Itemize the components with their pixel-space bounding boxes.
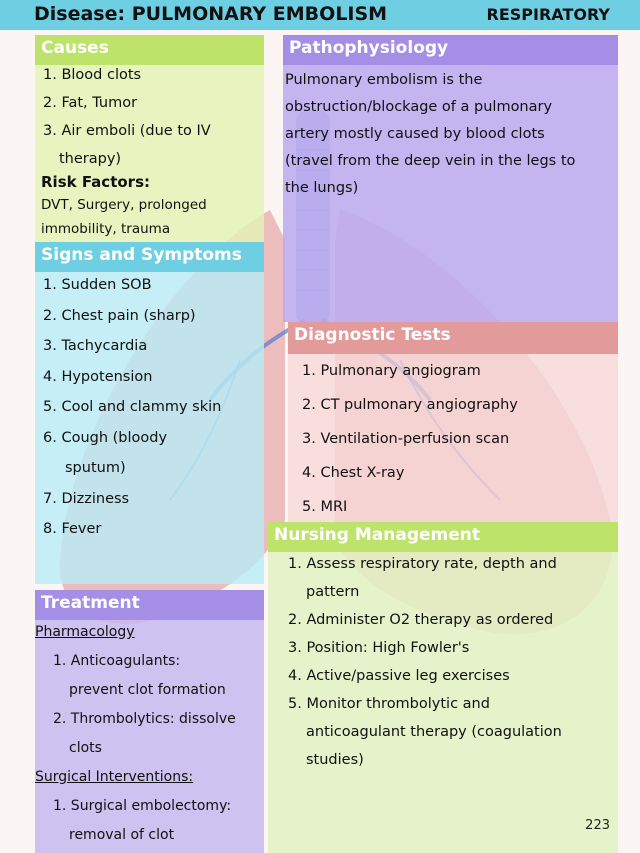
- nursing-item: 4. Active/passive leg exercises: [288, 668, 510, 684]
- category-label: RESPIRATORY: [486, 5, 610, 24]
- risk-factors-text: [41, 193, 207, 241]
- diag-item: 1. Pulmonary angiogram: [302, 363, 481, 379]
- diag-item: 3. Ventilation-perfusion scan: [302, 431, 510, 447]
- diag-list: [302, 354, 518, 524]
- nursing-item-cont: pattern: [306, 584, 360, 600]
- signs-item: 7. Dizziness: [43, 490, 130, 507]
- treatment-item: 1. Anticoagulants:: [53, 653, 181, 669]
- treatment-item-cont: clots: [69, 740, 102, 756]
- diag-item: 5. MRI: [302, 499, 348, 515]
- signs-item: 6. Cough (bloody: [43, 429, 168, 446]
- causes-list: [43, 61, 211, 173]
- signs-item: 5. Cool and clammy skin: [43, 399, 222, 415]
- causes-item: 3. Air emboli (due to IV: [43, 123, 211, 139]
- page-number: 223: [585, 818, 610, 833]
- patho-line: (travel from the deep vein in the legs to: [285, 153, 576, 169]
- causes-item: 2. Fat, Tumor: [43, 95, 138, 111]
- treatment-item-cont: removal of clot: [69, 827, 175, 843]
- nursing-item-cont: studies): [306, 752, 364, 768]
- causes-item: 1. Blood clots: [43, 67, 142, 83]
- nursing-item: 1. Assess respiratory rate, depth and: [288, 556, 557, 572]
- signs-list: [43, 270, 221, 545]
- diagnostic-tests-panel: [288, 322, 618, 522]
- patho-line: artery mostly caused by blood clots: [285, 126, 545, 142]
- nursing-list: [288, 550, 562, 774]
- treatment-content: [35, 618, 236, 850]
- treatment-panel: [35, 590, 264, 853]
- diag-item: 4. Chest X-ray: [302, 465, 405, 481]
- causes-panel: [35, 35, 264, 243]
- nursing-item: 3. Position: High Fowler's: [288, 640, 470, 656]
- pathophysiology-title: Pathophysiology: [283, 35, 618, 65]
- signs-symptoms-title: Signs and Symptoms: [35, 242, 264, 272]
- patho-line: Pulmonary embolism is the: [285, 72, 483, 88]
- signs-item: 1. Sudden SOB: [43, 277, 152, 293]
- disease-title: Disease: PULMONARY EMBOLISM: [34, 3, 388, 25]
- signs-symptoms-panel: [35, 242, 264, 584]
- surgical-heading: Surgical Interventions:: [35, 769, 194, 785]
- causes-title: Causes: [35, 35, 264, 65]
- nursing-item: 5. Monitor thrombolytic and: [288, 696, 490, 712]
- pharmacology-heading: Pharmacology: [35, 624, 135, 640]
- pathophysiology-panel: [283, 35, 618, 322]
- signs-item: 2. Chest pain (sharp): [43, 307, 196, 324]
- treatment-title: Treatment: [35, 590, 264, 620]
- diagnostic-tests-title: Diagnostic Tests: [288, 322, 618, 354]
- treatment-item-cont: prevent clot formation: [69, 682, 226, 698]
- nursing-management-title: Nursing Management: [268, 522, 618, 552]
- header-bar: [0, 0, 640, 30]
- signs-item: 8. Fever: [43, 521, 102, 537]
- patho-line: the lungs): [285, 180, 359, 196]
- signs-item: 3. Tachycardia: [43, 338, 148, 354]
- causes-item-cont: therapy): [59, 151, 122, 167]
- risk-line: immobility, trauma: [41, 221, 171, 237]
- nursing-management-panel: [268, 522, 618, 853]
- diag-item: 2. CT pulmonary angiography: [302, 397, 518, 413]
- risk-factors-title: Risk Factors:: [41, 173, 150, 191]
- signs-item-cont: sputum): [65, 460, 126, 476]
- risk-line: DVT, Surgery, prolonged: [41, 197, 207, 213]
- pathophysiology-text: [285, 67, 575, 202]
- nursing-item: 2. Administer O2 therapy as ordered: [288, 612, 554, 628]
- treatment-item: 1. Surgical embolectomy:: [53, 798, 232, 814]
- nursing-item-cont: anticoagulant therapy (coagulation: [306, 724, 562, 740]
- signs-item: 4. Hypotension: [43, 368, 153, 385]
- treatment-item: 2. Thrombolytics: dissolve: [53, 711, 236, 727]
- patho-line: obstruction/blockage of a pulmonary: [285, 99, 553, 115]
